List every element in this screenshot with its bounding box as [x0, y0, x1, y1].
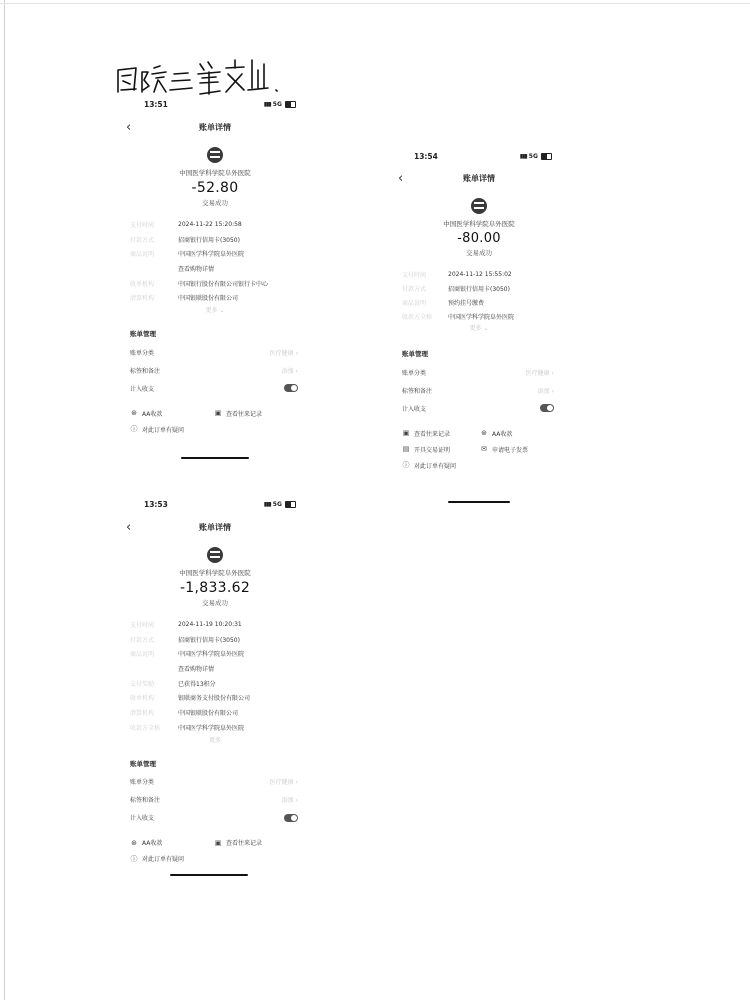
detail-value: 2024-11-12 15:55:02 — [448, 270, 512, 278]
signal-bars-icon: ▮▮▮ — [263, 501, 271, 508]
view-history-button[interactable]: ▣ 查看往来记录 — [214, 838, 263, 847]
mgmt-row-category[interactable] — [402, 363, 554, 381]
aa-icon: ⊛ — [131, 838, 137, 847]
bill-management — [120, 329, 310, 397]
transaction-status: 交易成功 — [202, 599, 228, 607]
mgmt-label: 计入收支 — [130, 815, 155, 822]
detail-row — [130, 632, 310, 647]
bill-management — [120, 759, 310, 827]
detail-value: 预约挂号缴费 — [448, 299, 485, 307]
back-chevron-icon[interactable]: ‹ — [398, 171, 404, 186]
aa-collect-button[interactable]: ⊛ AA收款 — [131, 409, 163, 418]
detail-label: 清算机构 — [130, 295, 155, 303]
chevron-down-icon: ⌄ — [483, 325, 489, 332]
chevron-right-icon: › — [295, 349, 298, 357]
detail-label: 收单机构 — [130, 695, 155, 703]
history-icon: ▣ — [214, 409, 222, 418]
network-type: 5G — [528, 153, 538, 160]
nav-bar — [392, 172, 566, 190]
handwritten-note-ink — [112, 50, 282, 102]
handwritten-note — [112, 50, 282, 102]
more-button[interactable] — [120, 305, 310, 317]
view-history-button[interactable]: ▣ 查看往来记录 — [402, 429, 451, 438]
back-chevron-icon[interactable]: ‹ — [126, 520, 132, 535]
chevron-right-icon: › — [295, 779, 298, 786]
mgmt-value: 医疗健康 › — [269, 779, 298, 786]
detail-label: 付款方式 — [130, 636, 155, 644]
merchant-logo-icon — [471, 198, 487, 214]
detail-list — [120, 617, 310, 735]
section-title: 账单管理 — [130, 330, 156, 339]
signal-indicator — [264, 501, 296, 508]
detail-label: 收款方全称 — [130, 724, 161, 732]
mgmt-label: 计入收支 — [402, 405, 427, 413]
history-icon: ▣ — [214, 838, 222, 847]
nav-bar — [120, 521, 310, 539]
detail-label: 支付时间 — [130, 221, 155, 229]
status-time: 13:54 — [414, 152, 438, 161]
scan-edge-left — [4, 0, 5, 1000]
mgmt-value: 医疗健康 › — [269, 349, 298, 357]
transaction-status: 交易成功 — [466, 249, 492, 257]
detail-value: 中国银联股份有限公司 — [178, 709, 239, 717]
mgmt-value: 添加 › — [281, 797, 298, 804]
detail-row — [402, 267, 566, 281]
page-title: 账单详情 — [199, 123, 231, 132]
include-toggle[interactable] — [284, 384, 298, 392]
detail-row[interactable] — [130, 661, 310, 676]
detail-label: 商品说明 — [130, 651, 155, 659]
detail-row — [130, 246, 310, 261]
signal-indicator — [520, 153, 552, 160]
mgmt-value: 添加 › — [281, 367, 298, 375]
mgmt-row-include — [130, 379, 298, 397]
mgmt-row-tags[interactable] — [130, 361, 298, 379]
page-title: 账单详情 — [463, 174, 495, 183]
screenshot-bill-1 — [120, 100, 310, 459]
screenshot-bill-2 — [392, 152, 566, 503]
detail-row — [130, 232, 310, 247]
detail-row — [130, 276, 310, 291]
question-icon: ⓘ — [130, 854, 138, 863]
network-type: 5G — [272, 101, 282, 108]
history-icon: ▣ — [402, 429, 410, 437]
detail-row — [130, 217, 310, 232]
merchant-name: 中国医学科学院阜外医院 — [443, 220, 515, 228]
detail-value: 中国医学科学院阜外医院 — [178, 251, 245, 259]
mgmt-label: 账单分类 — [402, 369, 427, 377]
mgmt-label: 账单分类 — [130, 349, 155, 357]
mgmt-label: 标签和备注 — [130, 367, 161, 375]
aa-icon: ⊛ — [131, 409, 137, 418]
merchant-logo-icon — [207, 547, 223, 563]
mgmt-row-category[interactable] — [130, 343, 298, 361]
screenshot-bill-3 — [120, 500, 310, 867]
mgmt-row-tags[interactable] — [402, 381, 554, 399]
action-grid — [392, 425, 566, 473]
detail-row — [130, 617, 310, 632]
status-time: 13:51 — [144, 100, 168, 109]
mgmt-label: 标签和备注 — [130, 797, 161, 804]
aa-icon: ⊛ — [481, 429, 487, 437]
detail-row — [402, 295, 566, 309]
transaction-proof-button[interactable]: ▤ 开具交易证明 — [402, 445, 451, 454]
more-label: 更多 — [205, 307, 218, 315]
chevron-right-icon: › — [295, 367, 298, 375]
detail-row — [130, 720, 310, 735]
view-purchase-details-link[interactable]: 查看购物详情 — [178, 665, 215, 673]
mgmt-value: 医疗健康 › — [525, 369, 554, 377]
detail-label: 付款方式 — [402, 285, 427, 293]
more-label: 更多 — [469, 325, 482, 332]
mgmt-value: 添加 › — [537, 387, 554, 395]
question-icon: ⓘ — [402, 461, 410, 469]
detail-value: 招商银行信用卡(3050) — [178, 236, 240, 244]
transaction-status: 交易成功 — [202, 199, 228, 207]
home-indicator — [170, 874, 248, 876]
document-icon: ▤ — [402, 445, 410, 453]
signal-indicator — [264, 101, 296, 108]
detail-row — [402, 281, 566, 295]
view-purchase-details-link[interactable]: 查看购物详情 — [178, 265, 215, 273]
detail-value: 已获得13积分 — [178, 680, 216, 688]
aa-collect-button[interactable]: ⊛ AA收款 — [131, 838, 163, 847]
merchant-name: 中国医学科学院阜外医院 — [179, 569, 251, 577]
detail-value: 招商银行信用卡(3050) — [178, 636, 240, 644]
detail-value: 中国医学科学院阜外医院 — [178, 651, 245, 659]
signal-bars-icon: ▮▮▮ — [519, 153, 527, 160]
battery-icon — [285, 501, 296, 508]
detail-label: 清算机构 — [130, 709, 155, 717]
amount: -80.00 — [457, 231, 501, 246]
detail-label: 支付时间 — [402, 271, 427, 279]
mgmt-label: 账单分类 — [130, 779, 155, 786]
mgmt-label: 计入收支 — [130, 385, 155, 393]
detail-value: 2024-11-22 15:20:58 — [178, 220, 242, 228]
action-grid — [120, 405, 310, 437]
section-title: 账单管理 — [402, 350, 428, 358]
merchant-name: 中国医学科学院阜外医院 — [179, 169, 251, 177]
detail-value: 中国银行股份有限公司银行卡中心 — [178, 280, 269, 288]
detail-row — [402, 309, 566, 323]
include-toggle[interactable] — [284, 814, 298, 822]
mgmt-row-category[interactable] — [130, 773, 298, 791]
section-title: 账单管理 — [130, 759, 156, 768]
detail-label: 收款方全称 — [402, 313, 433, 321]
order-question-button[interactable]: ⓘ 对此订单有疑问 — [130, 425, 185, 434]
e-invoice-button[interactable]: ✉ 申请电子发票 — [481, 445, 529, 454]
order-question-button[interactable]: ⓘ 对此订单有疑问 — [402, 461, 457, 470]
include-toggle[interactable] — [540, 404, 554, 412]
detail-label: 付款方式 — [130, 236, 155, 244]
battery-icon — [285, 101, 296, 108]
signal-bars-icon: ▮▮▮ — [263, 101, 271, 108]
detail-label: 收单机构 — [130, 280, 155, 288]
chevron-down-icon: ⌄ — [219, 307, 225, 315]
nav-bar — [120, 121, 310, 139]
home-indicator — [448, 501, 510, 503]
mgmt-row-include — [402, 399, 554, 417]
detail-row — [130, 646, 310, 661]
amount: -1,833.62 — [179, 580, 251, 596]
detail-value: 银联商务支付股份有限公司 — [178, 695, 251, 703]
chevron-right-icon: › — [295, 797, 298, 804]
detail-row — [130, 676, 310, 691]
detail-row — [130, 290, 310, 305]
mgmt-label: 标签和备注 — [402, 387, 433, 395]
status-bar — [392, 152, 566, 164]
envelope-icon: ✉ — [481, 445, 487, 453]
status-bar — [120, 500, 310, 512]
detail-label: 支付时间 — [130, 621, 155, 629]
page-title: 账单详情 — [199, 523, 231, 532]
network-type: 5G — [272, 501, 282, 508]
amount: -52.80 — [191, 180, 239, 196]
detail-value: 中国医学科学院阜外医院 — [448, 313, 515, 321]
detail-label: 商品说明 — [130, 251, 155, 259]
more-button[interactable] — [392, 323, 566, 335]
detail-label: 支付奖励 — [130, 680, 155, 688]
detail-list — [392, 267, 566, 323]
more-label: 更多 — [208, 736, 221, 744]
detail-label: 商品说明 — [402, 299, 427, 307]
detail-row — [130, 705, 310, 720]
detail-value: 中国银联股份有限公司 — [178, 295, 239, 303]
back-chevron-icon[interactable]: ‹ — [126, 120, 132, 135]
detail-row[interactable] — [130, 261, 310, 276]
chevron-right-icon: › — [551, 387, 554, 395]
detail-row — [130, 690, 310, 705]
scan-edge-top — [0, 3, 750, 4]
detail-value: 招商银行信用卡(3050) — [448, 285, 510, 293]
mgmt-row-include — [130, 809, 298, 827]
home-indicator — [181, 457, 249, 459]
bill-management — [392, 349, 566, 417]
chevron-right-icon: › — [551, 369, 554, 377]
detail-list — [120, 217, 310, 305]
action-grid — [120, 835, 310, 867]
detail-value: 中国医学科学院阜外医院 — [178, 724, 245, 732]
battery-icon — [541, 153, 552, 160]
mgmt-row-tags[interactable] — [130, 791, 298, 809]
question-icon: ⓘ — [130, 425, 138, 434]
order-question-button[interactable]: ⓘ 对此订单有疑问 — [130, 854, 185, 863]
status-time: 13:53 — [144, 500, 168, 509]
status-bar — [120, 100, 310, 112]
view-history-button[interactable]: ▣ 查看往来记录 — [214, 409, 263, 418]
aa-collect-button[interactable]: ⊛ AA收款 — [481, 429, 513, 438]
detail-value: 2024-11-19 10:20:31 — [178, 620, 242, 628]
more-button[interactable] — [120, 735, 310, 747]
merchant-logo-icon — [207, 147, 223, 163]
